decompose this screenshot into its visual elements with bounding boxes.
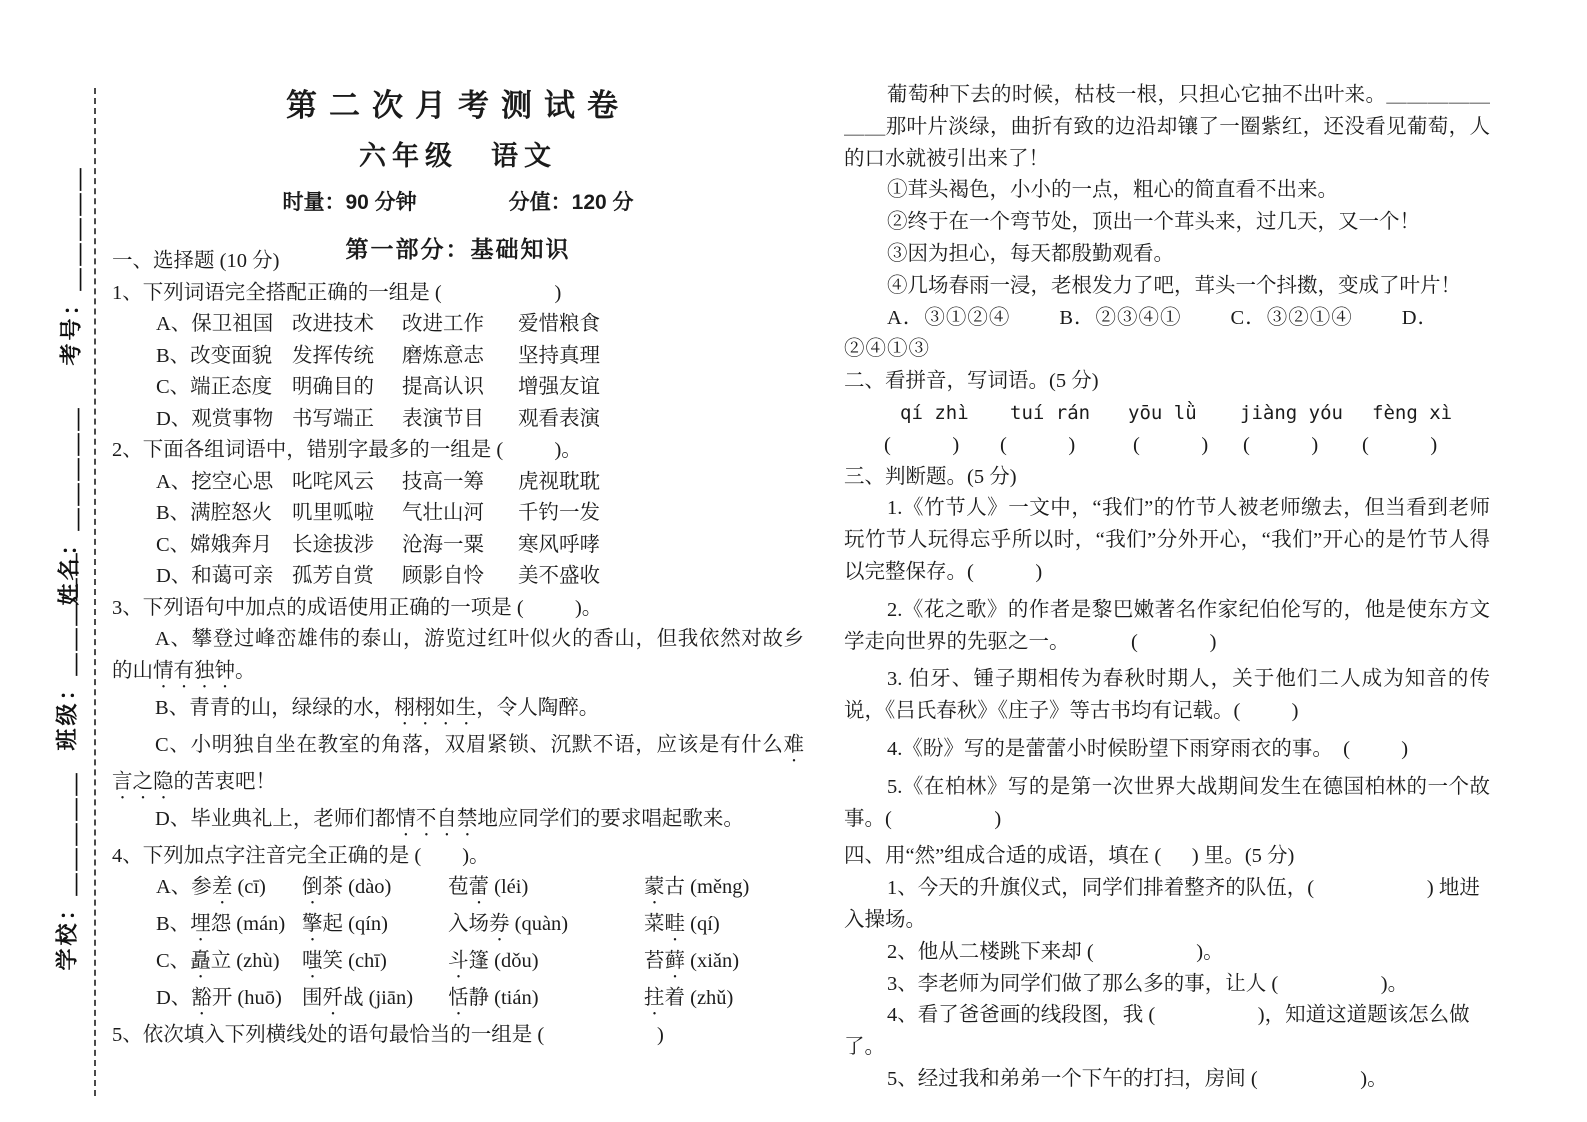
- option-cell: B、埋怨 (mán): [156, 913, 286, 935]
- option-cell: 苞蕾 (léi): [448, 876, 529, 898]
- option-cell: ( ): [1133, 433, 1209, 456]
- text-line: 二、看拼音，写词语。(5 分): [844, 370, 1099, 393]
- option-cell: C、嫦娥奔月: [156, 533, 273, 556]
- option-cell: 千钓一发: [518, 502, 600, 524]
- margin-label-school: 学校：＿＿＿＿＿: [54, 770, 80, 971]
- text-line: 2、下面各组词语中，错别字最多的一组是 ( )。: [112, 439, 582, 461]
- right-column: [844, 80, 1490, 1096]
- margin-label-class: 班级：＿＿＿＿＿: [54, 550, 80, 751]
- option-cell: 倒茶 (dào): [302, 876, 392, 898]
- option-cell: D、和蔼可亲: [156, 565, 274, 587]
- text-line: 5、经过我和弟弟一个下午的打扫，房间 ( )。: [887, 1067, 1388, 1090]
- option-cell: 斗篷 (dǒu): [448, 950, 539, 972]
- option-cell: 恬静 (tián): [448, 987, 539, 1009]
- text-line: 一、选择题 (10 分): [112, 250, 280, 272]
- option-cell: 磨炼意志: [402, 344, 484, 367]
- option-cell: ( ): [884, 433, 960, 456]
- option-cell: 沧海一粟: [402, 533, 484, 556]
- option-cell: 书写端正: [292, 407, 374, 430]
- text-line: A、攀登过峰峦雄伟的泰山，游览过红叶似火的香山，但我依然对故乡的山情有独钟。: [112, 628, 804, 682]
- option-cell: 叽里呱啦: [292, 502, 374, 524]
- option-cell: C、矗立 (zhù): [156, 950, 280, 972]
- part1-heading: 第一部分：基础知识: [345, 236, 571, 262]
- option-cell: A、保卫祖国: [156, 313, 274, 335]
- exam-total-score: 分值：120 分: [508, 191, 634, 214]
- grade-subject: 六年级 语文: [359, 141, 557, 171]
- text-line: 3、李老师为同学们做了那么多的事，让人 ( )。: [887, 972, 1409, 995]
- option-cell: yōu lǜ: [1128, 401, 1197, 424]
- option-cell: 爱惜粮食: [518, 313, 600, 335]
- text-line: 1、今天的升旗仪式，同学们排着整齐的队伍，( ) 地进入操场。: [844, 877, 1480, 931]
- option-cell: 入场券 (quàn): [448, 913, 569, 935]
- option-cell: 观看表演: [518, 407, 600, 430]
- text-line: 1.《竹节人》一文中，“我们”的竹节人被老师缴去，但当看到老师玩竹节人玩得忘乎所以时，“我们”分外开心，“我们”开心的是竹节人得以完整保存。( ): [844, 497, 1490, 583]
- option-row: [156, 372, 804, 404]
- option-cell: C、端正态度: [156, 376, 273, 398]
- text-line: ③因为担心，每天都殷勤观看。: [887, 242, 1175, 265]
- option-cell: 围歼战 (jiān): [302, 987, 414, 1009]
- option-cell: 增强友谊: [518, 376, 600, 398]
- option-row: [156, 467, 804, 499]
- option-cell: 坚持真理: [518, 344, 600, 367]
- option-row: [156, 983, 804, 1020]
- option-cell: 表演节目: [402, 407, 484, 430]
- option-row: [156, 872, 804, 909]
- left-column: [112, 246, 804, 1052]
- option-cell: 气壮山河: [402, 502, 484, 524]
- text-line: A．③①②④ B．②③④① C．③②①④ D．②④①③: [844, 306, 1440, 361]
- option-cell: D、豁开 (huō): [156, 987, 282, 1009]
- option-row: [156, 341, 804, 373]
- option-cell: A、参差 (cī): [156, 876, 266, 898]
- option-cell: 蒙古 (měng): [644, 876, 750, 898]
- option-cell: 明确目的: [292, 376, 374, 398]
- option-cell: B、改变面貌: [156, 344, 273, 367]
- option-cell: ( ): [1243, 433, 1319, 456]
- text-line: 2.《花之歌》的作者是黎巴嫩著名作家纪伯伦写的，他是使东方文学走向世界的先驱之一。 ( ): [844, 598, 1490, 653]
- option-cell: 寒风呼哮: [518, 533, 600, 556]
- text-line: 四、用“然”组成合适的成语，填在 ( ) 里。(5 分): [844, 845, 1295, 868]
- text-line: 4、看了爸爸画的线段图，我 ( )，知道这道题该怎么做了。: [844, 1004, 1470, 1059]
- option-cell: A、挖空心思: [156, 470, 274, 493]
- exam-header: [112, 80, 804, 264]
- text-line: 3、下列语句中加点的成语使用正确的一项是 ( )。: [112, 596, 603, 619]
- option-cell: 菜畦 (qí): [644, 913, 720, 935]
- exam-duration: 时量：90 分钟: [282, 191, 417, 214]
- option-cell: jiàng yóu: [1240, 401, 1343, 424]
- option-row: [156, 530, 804, 562]
- option-cell: fèng xì: [1372, 401, 1453, 424]
- text-line: 1、下列词语完全搭配正确的一组是 ( ): [112, 281, 562, 304]
- text-line: ②终于在一个弯节处，顶出一个茸头来，过几天，又一个！: [887, 211, 1421, 234]
- text-line: C、小明独自坐在教室的角落，双眉紧锁、沉默不语，应该是有什么难言之隐的苦衷吧！: [112, 733, 804, 793]
- text-line: 葡萄种下去的时候，枯枝一根，只担心它抽不出叶来。＿＿＿＿＿＿＿那叶片淡绿，曲折有致的边沿却镶了一圈紫红，还没看见葡萄，人的口水就被引出来了！: [844, 84, 1490, 170]
- option-cell: 顾影自怜: [402, 565, 484, 587]
- text-line: 3. 伯牙、锺子期相传为春秋时期人，关于他们二人成为知音的传说，《吕氏春秋》《庄子》等古书均有记载。( ): [844, 668, 1490, 723]
- text-line: 2、他从二楼跳下来却 ( )。: [887, 940, 1224, 963]
- option-row: [156, 309, 804, 341]
- option-cell: B、满腔怒火: [156, 502, 273, 524]
- margin-label-name: 姓名：＿＿＿＿＿: [56, 405, 82, 606]
- option-cell: 技高一筹: [402, 470, 484, 493]
- option-cell: 虎视耽耽: [518, 470, 600, 493]
- option-row: [156, 561, 804, 593]
- text-line: 5.《在柏林》写的是第一次世界大战期间发生在德国柏林的一个故事。( ): [844, 775, 1490, 830]
- margin-label-exam-number: 考号：＿＿＿＿＿: [58, 165, 84, 366]
- text-line: ④几场春雨一浸，老根发力了吧，茸头一个抖擞，变成了叶片！: [887, 274, 1462, 297]
- text-line: 5、依次填入下列横线处的语句最恰当的一组是 ( ): [112, 1024, 664, 1046]
- option-row: [156, 946, 804, 983]
- seal-dashed-line: [94, 88, 96, 1096]
- exam-title: 第二次月考测试卷: [286, 88, 630, 123]
- option-cell: ( ): [1000, 433, 1076, 456]
- option-cell: ( ): [1362, 433, 1438, 456]
- exam-meta: [112, 186, 804, 216]
- option-cell: 美不盛收: [518, 565, 600, 587]
- option-cell: 擎起 (qín): [302, 913, 388, 935]
- option-row: [156, 498, 804, 530]
- option-cell: 发挥传统: [292, 344, 374, 367]
- option-cell: tuí rán: [1010, 401, 1091, 424]
- option-row: [156, 404, 804, 436]
- option-row: [156, 909, 804, 946]
- text-line: 4、下列加点字注音完全正确的是 ( )。: [112, 844, 490, 867]
- text-line: D、毕业典礼上，老师们都情不自禁地应同学们的要求唱起歌来。: [155, 807, 744, 830]
- text-line: 4.《盼》写的是蕾蕾小时候盼望下雨穿雨衣的事。 ( ): [887, 737, 1409, 760]
- option-cell: D、观赏事物: [156, 407, 274, 430]
- option-cell: 孤芳自赏: [292, 565, 374, 587]
- option-cell: 改进技术: [292, 313, 374, 335]
- option-cell: 苔藓 (xiǎn): [644, 950, 740, 972]
- option-cell: 叱咤风云: [292, 470, 374, 493]
- text-line: ①茸头褐色，小小的一点，粗心的简直看不出来。: [887, 179, 1339, 202]
- option-cell: 改进工作: [402, 313, 484, 335]
- option-cell: 长途拔涉: [292, 533, 374, 556]
- option-cell: qí zhì: [900, 401, 969, 424]
- text-line: B、青青的山，绿绿的水，栩栩如生，令人陶醉。: [155, 696, 600, 719]
- option-cell: 拄着 (zhǔ): [644, 987, 734, 1009]
- option-cell: 提高认识: [402, 376, 484, 398]
- option-row: [884, 430, 1490, 462]
- option-cell: 嗤笑 (chī): [302, 950, 387, 972]
- text-line: 三、判断题。(5 分): [844, 465, 1017, 488]
- option-row: [900, 398, 1490, 430]
